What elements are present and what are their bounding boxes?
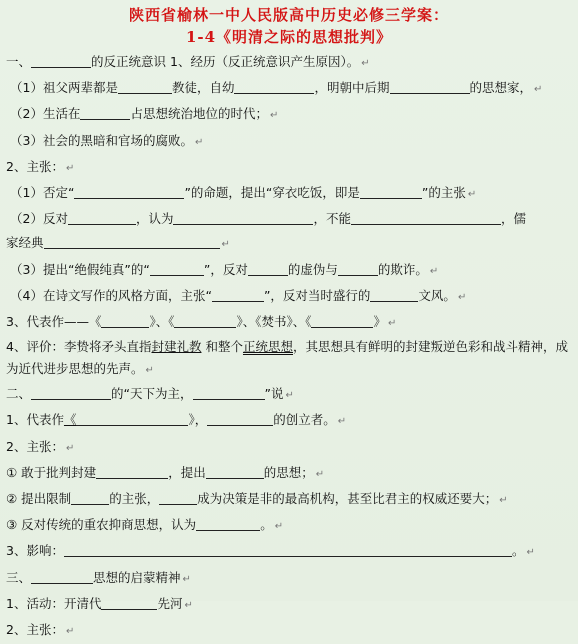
answer-blank[interactable] xyxy=(96,463,168,479)
question-line: 家经典 ↵ xyxy=(6,235,230,251)
question-line: ③ 反对传统的重农抑商思想，认为 。 ↵ xyxy=(6,517,284,533)
answer-blank[interactable] xyxy=(159,489,197,505)
answer-blank[interactable] xyxy=(360,183,422,199)
answer-blank[interactable] xyxy=(390,78,470,94)
question-line: （1）祖父两辈都是 教徒，自幼 ，明朝中后期 的思想家， ↵ xyxy=(10,80,543,96)
question-line: （1）否定“ ”的命题，提出“穿衣吃饭，即是 ”的主张 ↵ xyxy=(10,185,477,201)
answer-blank[interactable] xyxy=(196,515,260,531)
answer-blank[interactable] xyxy=(150,260,204,276)
lesson-title: 1-4《明清之际的思想批判》 xyxy=(185,28,393,46)
answer-blank[interactable] xyxy=(31,568,93,584)
answer-blank[interactable] xyxy=(248,260,288,276)
answer-blank[interactable] xyxy=(64,541,512,557)
question-line: （3）提出“绝假纯真”的“ ”，反对 的虚伪与 的欺诈。 ↵ xyxy=(10,261,439,277)
question-line: （2）生活在 占思想统治地位的时代； ↵ xyxy=(10,106,279,122)
question-line: 2、主张： ↵ xyxy=(6,622,75,638)
answer-blank[interactable] xyxy=(338,260,378,276)
answer-blank[interactable] xyxy=(71,489,109,505)
answer-blank[interactable] xyxy=(101,594,157,610)
answer-blank[interactable] xyxy=(311,312,373,328)
question-line: 1、活动：开清代 先河 ↵ xyxy=(6,595,193,611)
answer-blank[interactable] xyxy=(80,104,130,120)
answer-blank[interactable] xyxy=(101,312,149,328)
question-line: （3）社会的黑暗和官场的腐败。 ↵ xyxy=(10,132,204,148)
answer-blank[interactable] xyxy=(207,410,273,426)
question-line: 1、代表作《 》， 的创立者。 ↵ xyxy=(6,412,347,428)
answer-blank[interactable] xyxy=(31,52,91,68)
answer-blank[interactable] xyxy=(174,312,236,328)
section-2-heading: 二、 的“天下为主， ”说 ↵ xyxy=(6,386,294,402)
question-line: 3、代表作——《 》、《 》、《焚书》、《 》 ↵ xyxy=(6,314,397,330)
question-line: 2、主张： ↵ xyxy=(6,438,75,454)
question-line: ① 敢于批判封建 ，提出 的思想； ↵ xyxy=(6,464,325,480)
section-1-heading: 一、 的反正统意识 1、经历（反正统意识产生原因）。 ↵ xyxy=(6,54,370,69)
question-line: 4、评价：李贽将矛头直指封建礼教 和整个正统思想，其思想具有鲜明的封建叛逆色彩和战斗精神，成为近代进步思想的先声。 ↵ xyxy=(6,339,569,377)
answer-blank[interactable] xyxy=(68,209,136,225)
answer-blank[interactable] xyxy=(193,384,265,400)
answer-blank[interactable] xyxy=(118,78,172,94)
question-line: （2）反对 ，认为 ，不能 ，儒 xyxy=(10,211,526,227)
answer-blank[interactable] xyxy=(31,384,111,400)
question-line: （4）在诗文写作的风格方面，主张“ ”，反对当时盛行的 文风。 ↵ xyxy=(10,287,467,303)
answer-blank[interactable] xyxy=(212,286,264,302)
section-3-heading: 三、 思想的启蒙精神 ↵ xyxy=(6,569,191,585)
answer-blank[interactable] xyxy=(173,209,313,225)
worksheet-title: 陕西省榆林一中人民版高中历史必修三学案： xyxy=(128,6,449,24)
question-line: 3、影响： 。 ↵ xyxy=(6,543,535,559)
answer-blank[interactable] xyxy=(44,233,220,249)
answer-blank[interactable] xyxy=(234,78,314,94)
answer-blank[interactable] xyxy=(351,209,501,225)
answer-blank[interactable] xyxy=(74,183,184,199)
answer-blank[interactable] xyxy=(370,286,418,302)
answer-blank[interactable] xyxy=(76,410,188,426)
answer-blank[interactable] xyxy=(206,463,264,479)
question-line: ② 提出限制 的主张， 成为决策是非的最高机构，甚至比君主的权威还要大； ↵ xyxy=(6,491,508,507)
question-line: 2、主张： ↵ xyxy=(6,158,75,174)
